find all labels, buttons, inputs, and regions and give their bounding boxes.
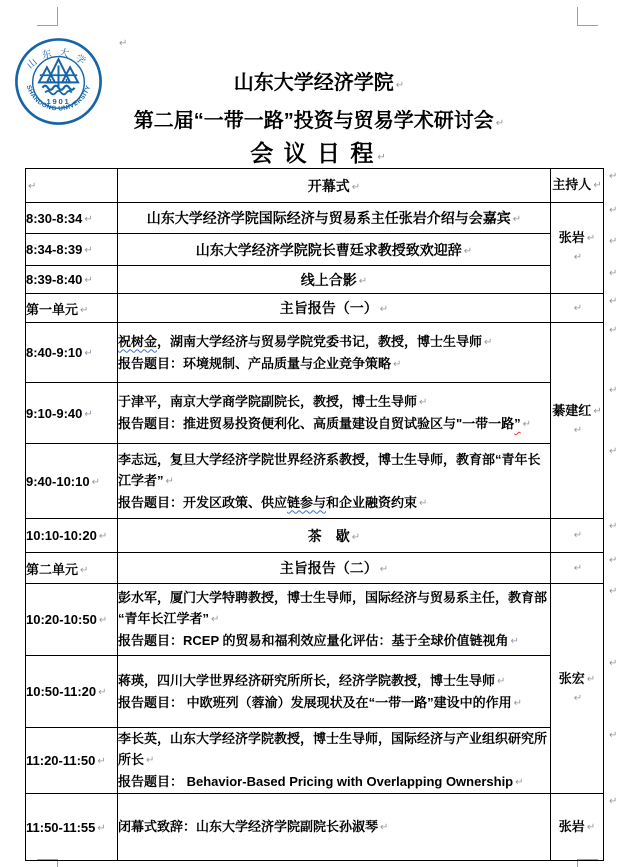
closing-cell: 闭幕式致辞：山东大学经济学院副院长孙淑琴 ↵ <box>118 794 551 861</box>
paragraph-mark: ↵ <box>380 822 389 833</box>
table-row <box>26 553 604 584</box>
paragraph-mark: ↵ <box>609 658 618 669</box>
host-cell: 张岩 ↵ ↵ <box>551 203 604 294</box>
paragraph-mark: ↵ <box>393 358 402 370</box>
break-cell: 茶 歇 ↵ <box>118 519 551 553</box>
paragraph-mark: ↵ <box>573 530 583 541</box>
speaker-cell: 于津平，南京大学商学院副院长，教授，博士生导师 ↵ 报告题目：推进贸易投资便利化、高质量建设自贸试验区与"一带一路” ↵ <box>118 383 551 444</box>
paragraph-mark: ↵ <box>97 756 106 767</box>
time-cell: 10:10-10:20 ↵ <box>26 519 118 553</box>
paragraph-mark: ↵ <box>586 233 596 244</box>
paragraph-mark: ↵ <box>98 615 108 626</box>
paragraph-mark: ↵ <box>351 181 361 193</box>
speaker-cell: 李志远，复旦大学经济学院世界经济系教授，博士生导师，教育部“青年长 江学者” ↵ 报告题目：开发区政策、供应链参与和企业融资约束 ↵ <box>118 444 551 519</box>
session-cell: 主旨报告（一） ↵ <box>118 294 551 323</box>
time-cell: 10:20-10:50 ↵ <box>26 584 118 656</box>
paragraph-mark: ↵ <box>609 296 618 307</box>
paragraph-mark: ↵ <box>593 180 602 191</box>
paragraph-mark: ↵ <box>84 245 93 256</box>
time-cell: 11:50-11:55 ↵ <box>26 794 118 861</box>
paragraph-mark: ↵ <box>165 475 174 487</box>
crop-mark-top-right <box>577 7 598 26</box>
table-row <box>26 323 604 383</box>
time-cell <box>26 169 118 203</box>
paragraph-mark: ↵ <box>609 521 618 532</box>
table-row <box>26 203 604 234</box>
paragraph-mark: ↵ <box>80 304 89 316</box>
host-header-cell: 主持人 ↵ <box>551 169 604 203</box>
paragraph-mark: ↵ <box>497 675 506 687</box>
time-cell: 8:39-8:40 ↵ <box>26 266 118 294</box>
table-row <box>26 383 604 444</box>
session-label-cell: 第二单元 ↵ <box>26 553 118 584</box>
table-row <box>26 656 604 728</box>
logo-year: 1901 <box>46 97 71 107</box>
paragraph-mark: ↵ <box>593 405 602 417</box>
time-cell: 8:30-8:34 ↵ <box>26 203 118 234</box>
paragraph-mark: ↵ <box>80 564 89 576</box>
paragraph-mark: ↵ <box>573 252 583 263</box>
paragraph-mark: ↵ <box>609 205 618 216</box>
host-cell: 张宏 ↵ ↵ <box>551 584 604 794</box>
logo-calligraphy-text: 山东大学 <box>25 47 92 72</box>
time-cell: 8:40-9:10 ↵ <box>26 323 118 383</box>
table-row <box>26 444 604 519</box>
host-cell: 綦建红 ↵ ↵ <box>551 323 604 519</box>
host-cell-empty <box>551 553 604 584</box>
paragraph-mark: ↵ <box>609 730 618 741</box>
table-row <box>26 266 604 294</box>
paragraph-mark: ↵ <box>609 268 618 279</box>
paragraph-mark: ↵ <box>91 476 100 488</box>
paragraph-mark: ↵ <box>495 118 505 129</box>
paragraph-mark: ↵ <box>463 245 473 257</box>
time-cell: 10:50-11:20 ↵ <box>26 656 118 728</box>
session-label-cell: 第一单元 ↵ <box>26 294 118 323</box>
paragraph-mark: ↵ <box>395 80 405 91</box>
host-cell-empty <box>551 519 604 553</box>
agenda-table <box>25 168 604 861</box>
paragraph-mark: ↵ <box>419 397 428 408</box>
paragraph-mark: ↵ <box>586 821 596 833</box>
paragraph-mark: ↵ <box>609 385 618 396</box>
paragraph-mark: ↵ <box>379 304 389 315</box>
paragraph-mark: ↵ <box>84 213 93 225</box>
crop-mark-top-left <box>37 7 58 26</box>
event-cell: 山东大学经济学院国际经济与贸易系主任张岩介绍与会嘉宾 ↵ <box>118 203 551 234</box>
paragraph-mark: ↵ <box>419 497 428 509</box>
session-cell: 开幕式 ↵ <box>118 169 551 203</box>
paragraph-mark: ↵ <box>573 562 583 574</box>
paragraph-mark: ↵ <box>379 564 389 575</box>
table-row <box>26 169 604 203</box>
table-row <box>26 234 604 266</box>
paragraph-mark: ↵ <box>98 687 107 698</box>
host-cell-empty <box>551 294 604 323</box>
paragraph-mark: ↵ <box>609 171 618 182</box>
speaker-cell: 祝树金，湖南大学经济与贸易学院党委书记，教授，博士生导师 ↵ 报告题目：环境规制、产品质量与企业竞争策略 ↵ <box>118 323 551 383</box>
paragraph-mark: ↵ <box>522 419 532 430</box>
time-cell: 9:10-9:40 ↵ <box>26 383 118 444</box>
paragraph-mark: ↵ <box>211 614 220 625</box>
paragraph-mark: ↵ <box>351 531 361 543</box>
paragraph-mark: ↵ <box>510 636 519 647</box>
table-row <box>26 728 604 794</box>
paragraph-mark: ↵ <box>586 673 596 685</box>
paragraph-mark: ↵ <box>484 336 493 348</box>
table-row <box>26 294 604 323</box>
logo-university-name: SHANDONG UNIVERSITY <box>24 84 93 113</box>
paragraph-mark: ↵ <box>84 408 93 420</box>
speaker-cell: 彭水军，厦门大学特聘教授，博士生导师，国际经济与贸易系主任，教育部 “青年长江学者” ↵ 报告题目：RCEP 的贸易和福利效应量化评估：基于全球价值链视角 ↵ <box>118 584 551 656</box>
paragraph-mark: ↵ <box>609 796 618 807</box>
paragraph-mark: ↵ <box>573 692 583 704</box>
event-cell: 线上合影 ↵ <box>118 266 551 294</box>
paragraph-mark: ↵ <box>515 777 524 788</box>
title-agenda: 会 议 日 程 ↵ <box>250 140 388 166</box>
title-school: 山东大学经济学院 ↵ <box>233 72 405 94</box>
paragraph-mark: ↵ <box>84 348 93 359</box>
paragraph-mark: ↵ <box>573 302 583 314</box>
paragraph-mark: ↵ <box>573 424 583 436</box>
title-conference: 第二届“一带一路”投资与贸易学术研讨会 ↵ <box>133 110 505 132</box>
paragraph-mark: ↵ <box>609 586 618 597</box>
paragraph-mark: ↵ <box>609 446 618 457</box>
session-cell: 主旨报告（二） ↵ <box>118 553 551 584</box>
speaker-cell: 李长英，山东大学经济学院教授，博士生导师，国际经济与产业组织研究所 所长 ↵ 报告题目： Behavior-Based Pricing with Overlapping Ownership ↵ <box>118 728 551 794</box>
paragraph-mark: ↵ <box>98 531 108 542</box>
host-cell: 张岩 ↵ <box>551 794 604 861</box>
table-row <box>26 794 604 861</box>
paragraph-mark: ↵ <box>28 181 37 192</box>
paragraph-mark: ↵ <box>609 555 618 566</box>
paragraph-mark: ↵ <box>97 822 106 834</box>
paragraph-mark: ↵ <box>84 275 93 286</box>
time-cell: 8:34-8:39 ↵ <box>26 234 118 266</box>
time-cell: 9:40-10:10 ↵ <box>26 444 118 519</box>
paragraph-mark: ↵ <box>609 325 618 336</box>
paragraph-mark: ↵ <box>358 275 368 287</box>
table-row <box>26 584 604 656</box>
paragraph-mark: ↵ <box>609 236 618 247</box>
speaker-cell: 蒋瑛，四川大学世界经济研究所所长，经济学院教授，博士生导师 ↵ 报告题目： 中欧班列（蓉渝）发展现状及在“一带一路”建设中的作用 ↵ <box>118 656 551 728</box>
table-row <box>26 519 604 553</box>
time-cell: 11:20-11:50 ↵ <box>26 728 118 794</box>
event-cell: 山东大学经济学院院长曹廷求教授致欢迎辞 ↵ <box>118 234 551 266</box>
paragraph-mark: ↵ <box>377 152 388 163</box>
paragraph-mark: ↵ <box>513 697 523 709</box>
paragraph-mark: ↵ <box>512 214 522 225</box>
paragraph-mark: ↵ <box>119 38 128 49</box>
paragraph-mark: ↵ <box>146 755 155 766</box>
